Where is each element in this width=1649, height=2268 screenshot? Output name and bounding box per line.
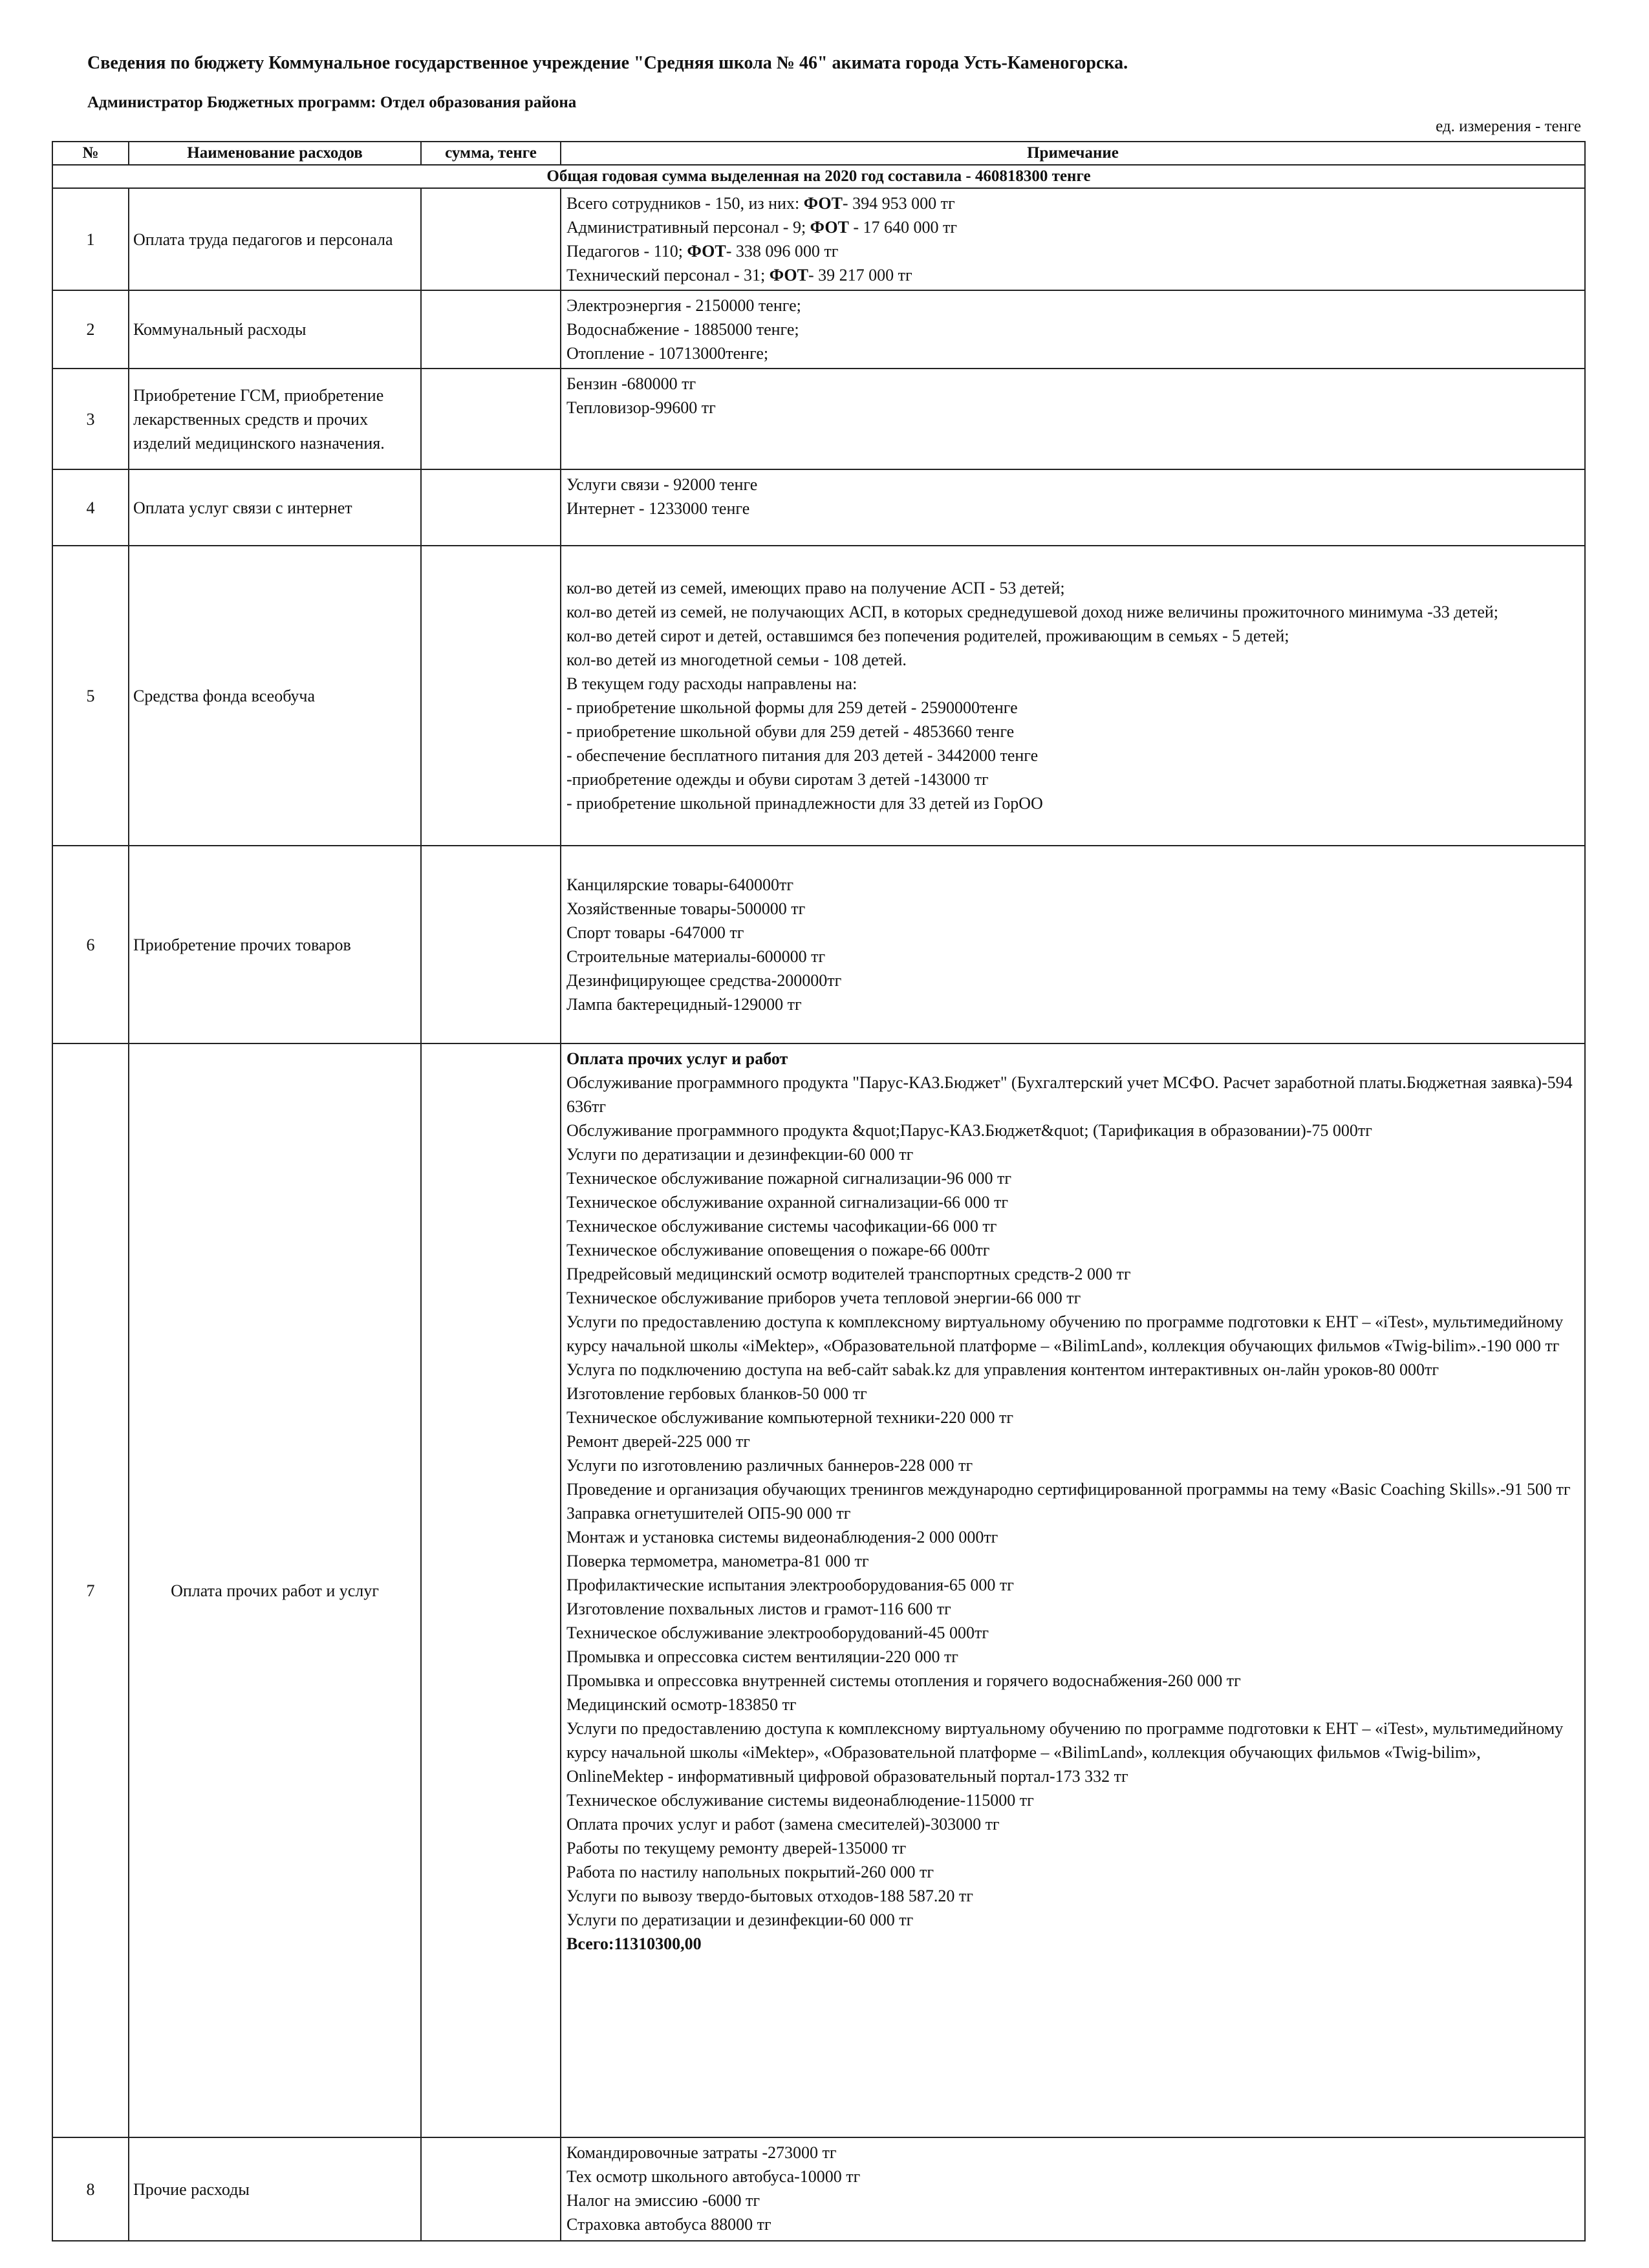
- note-line: Обслуживание программного продукта &quot;Парус-КАЗ.Бюджет&quot; (Тарификация в образовании)-75 000тг: [566, 1121, 1372, 1140]
- note-line: Услуги по дератизации и дезинфекции-60 000 тг: [566, 1145, 914, 1164]
- note-line: Профилактические испытания электрооборудования-65 000 тг: [566, 1576, 1014, 1594]
- note-line: кол-во детей из многодетной семьи - 108 детей.: [566, 650, 907, 669]
- note-line: Техническое обслуживание системы часофикации-66 000 тг: [566, 1217, 997, 1236]
- row-expense-name: Средства фонда всеобуча: [129, 546, 421, 846]
- note-line: Водоснабжение - 1885000 тенге;: [566, 320, 799, 339]
- note-line: Техническое обслуживание системы видеонаблюдение-115000 тг: [566, 1791, 1034, 1810]
- note-line: кол-во детей из семей, не получающих АСП, в которых среднедушевой доход ниже величины прожиточного минимума -33 детей;: [566, 603, 1499, 621]
- note-line: Услуги по предоставлению доступа к комплексному виртуальному обучению по программе подготовки к ЕНТ – «iTest», мультимедийному курсу начальной школы «iMektep», «Образовательной платформе – «BilimLand», коллекция обучающих фильмов «Twig-bilim», OnlineMektep - информативный цифровой образовательный портал-173 332 тг: [566, 1719, 1564, 1786]
- note-line: Технический персонал - 31; ФОТ- 39 217 000 тг: [566, 266, 912, 284]
- note-line: Услуги по дератизации и дезинфекции-60 000 тг: [566, 1910, 914, 1929]
- col-header-notes: Примечание: [561, 142, 1585, 165]
- row-notes: [561, 290, 1585, 369]
- annual-total-row: [52, 165, 1585, 188]
- row-notes: [561, 1043, 1585, 2137]
- note-line: Поверка термометра, манометра-81 000 тг: [566, 1552, 869, 1570]
- header-row: [52, 142, 1585, 165]
- note-line: Канцилярские товары-640000тг: [566, 875, 793, 894]
- table-row: [52, 469, 1585, 546]
- note-line: Страховка автобуса 88000 тг: [566, 2215, 771, 2234]
- note-line: Техническое обслуживание компьютерной техники-220 000 тг: [566, 1408, 1013, 1427]
- table-row: [52, 546, 1585, 846]
- row-notes: [561, 188, 1585, 290]
- note-line: Заправка огнетушителей ОП5-90 000 тг: [566, 1504, 851, 1523]
- row-expense-name: Оплата прочих работ и услуг: [129, 1043, 421, 2137]
- row-expense-name: Приобретение ГСМ, приобретение лекарственных средств и прочих изделий медицинского назначения.: [129, 369, 421, 469]
- note-line: Всего сотрудников - 150, из них: ФОТ- 394 953 000 тг: [566, 194, 955, 213]
- row-notes: [561, 846, 1585, 1043]
- row-number: 7: [52, 1043, 129, 2137]
- note-line: Хозяйственные товары-500000 тг: [566, 899, 806, 918]
- note-line: Работы по текущему ремонту дверей-135000 тг: [566, 1839, 907, 1857]
- note-line: - обеспечение бесплатного питания для 203 детей - 3442000 тенге: [566, 746, 1039, 765]
- note-line: Ремонт дверей-225 000 тг: [566, 1432, 750, 1451]
- row-number: 8: [52, 2137, 129, 2241]
- note-line: - приобретение школьной обуви для 259 детей - 4853660 тенге: [566, 722, 1015, 741]
- row-sum: [421, 188, 561, 290]
- budget-table: [52, 141, 1586, 2241]
- col-header-num: №: [52, 142, 129, 165]
- note-line: - приобретение школьной принадлежности для 33 детей из ГорОО: [566, 794, 1043, 813]
- note-line: В текущем году расходы направлены на:: [566, 674, 857, 693]
- row-sum: [421, 2137, 561, 2241]
- note-line: Предрейсовый медицинский осмотр водителей транспортных средств-2 000 тг: [566, 1265, 1131, 1283]
- table-row: [52, 2137, 1585, 2241]
- note-line: Техническое обслуживание охранной сигнализации-66 000 тг: [566, 1193, 1009, 1212]
- row-number: 4: [52, 469, 129, 546]
- row-sum: [421, 546, 561, 846]
- note-line: Административный персонал - 9; ФОТ - 17 640 000 тг: [566, 218, 958, 237]
- note-line: Бензин -680000 тг: [566, 374, 696, 393]
- note-line: Услуга по подключению доступа на веб-сайт sabak.kz для управления контентом интерактивных он-лайн уроков-80 000тг: [566, 1360, 1439, 1379]
- row-expense-name: Коммунальный расходы: [129, 290, 421, 369]
- row-notes: [561, 469, 1585, 546]
- note-line: Изготовление похвальных листов и грамот-116 600 тг: [566, 1599, 951, 1618]
- table-row: [52, 846, 1585, 1043]
- note-line: Промывка и опрессовка внутренней системы отопления и горячего водоснабжения-260 000 тг: [566, 1671, 1241, 1690]
- note-line: Налог на эмиссию -6000 тг: [566, 2191, 760, 2210]
- note-line: Отопление - 10713000тенге;: [566, 344, 769, 363]
- row-number: 6: [52, 846, 129, 1043]
- note-line: - приобретение школьной формы для 259 детей - 2590000тенге: [566, 698, 1018, 717]
- table-row: [52, 1043, 1585, 2137]
- note-line: Техническое обслуживание оповещения о пожаре-66 000тг: [566, 1241, 990, 1259]
- note-line: Услуги по вывозу твердо-бытовых отходов-188 587.20 тг: [566, 1887, 973, 1905]
- col-header-name: Наименование расходов: [129, 142, 421, 165]
- row-sum: [421, 469, 561, 546]
- note-line: Тех осмотр школьного автобуса-10000 тг: [566, 2167, 861, 2186]
- notes-heading: Оплата прочих услуг и работ: [566, 1049, 788, 1068]
- note-line: Электроэнергия - 2150000 тенге;: [566, 296, 801, 315]
- note-line: Тепловизор-99600 тг: [566, 398, 716, 417]
- note-line: кол-во детей сирот и детей, оставшимся без попечения родителей, проживающим в семьях - 5 детей;: [566, 626, 1289, 645]
- row-sum: [421, 846, 561, 1043]
- note-line: Спорт товары -647000 тг: [566, 923, 744, 942]
- note-line: Обслуживание программного продукта "Парус-КАЗ.Бюджет" (Бухгалтерский учет МСФО. Расчет заработной платы.Бюджетная заявка)-594 636тг: [566, 1073, 1573, 1116]
- row-number: 2: [52, 290, 129, 369]
- row-expense-name: Прочие расходы: [129, 2137, 421, 2241]
- note-line: Техническое обслуживание приборов учета тепловой энергии-66 000 тг: [566, 1289, 1081, 1307]
- row-sum: [421, 369, 561, 469]
- note-line: Командировочные затраты -273000 тг: [566, 2143, 837, 2162]
- note-line: Промывка и опрессовка систем вентиляции-220 000 тг: [566, 1647, 958, 1666]
- note-line: Услуги по предоставлению доступа к комплексному виртуальному обучению по программе подготовки к ЕНТ – «iTest», мультимедийному курсу начальной школы «iMektep», «Образовательной платформе – «BilimLand», коллекция обучающих фильмов «Twig-bilim».-190 000 тг: [566, 1312, 1564, 1355]
- row-expense-name: Приобретение прочих товаров: [129, 846, 421, 1043]
- document-title: Сведения по бюджету Коммунальное государственное учреждение "Средняя школа № 46" акимата города Усть-Каменогорска.: [87, 53, 1128, 73]
- notes-total: Всего:11310300,00: [566, 1934, 702, 1953]
- row-sum: [421, 1043, 561, 2137]
- col-header-sum: сумма, тенге: [421, 142, 561, 165]
- row-number: 5: [52, 546, 129, 846]
- note-line: Техническое обслуживание пожарной сигнализации-96 000 тг: [566, 1169, 1012, 1188]
- annual-total: Общая годовая сумма выделенная на 2020 год составила - 460818300 тенге: [52, 165, 1585, 188]
- note-line: Интернет - 1233000 тенге: [566, 499, 750, 518]
- note-line: Работа по настилу напольных покрытий-260 000 тг: [566, 1863, 934, 1881]
- row-expense-name: Оплата труда педагогов и персонала: [129, 188, 421, 290]
- row-expense-name: Оплата услуг связи с интернет: [129, 469, 421, 546]
- table-row: [52, 369, 1585, 469]
- document-subtitle: Администратор Бюджетных программ: Отдел образования района: [87, 94, 577, 111]
- row-sum: [421, 290, 561, 369]
- table-row: [52, 290, 1585, 369]
- note-line: Изготовление гербовых бланков-50 000 тг: [566, 1384, 867, 1403]
- row-notes: [561, 369, 1585, 469]
- note-line: Медицинский осмотр-183850 тг: [566, 1695, 797, 1714]
- note-line: -приобретение одежды и обуви сиротам 3 детей -143000 тг: [566, 770, 989, 789]
- note-line: Педагогов - 110; ФОТ- 338 096 000 тг: [566, 242, 839, 261]
- note-line: Техническое обслуживание электрооборудований-45 000тг: [566, 1623, 989, 1642]
- row-number: 1: [52, 188, 129, 290]
- note-line: Услуги связи - 92000 тенге: [566, 475, 758, 494]
- row-notes: [561, 546, 1585, 846]
- unit-label: ед. измерения - тенге: [1436, 118, 1581, 135]
- note-line: кол-во детей из семей, имеющих право на получение АСП - 53 детей;: [566, 579, 1065, 597]
- table-row: [52, 188, 1585, 290]
- note-line: Оплата прочих услуг и работ (замена смесителей)-303000 тг: [566, 1815, 1000, 1834]
- note-line: Монтаж и установка системы видеонаблюдения-2 000 000тг: [566, 1528, 998, 1546]
- note-line: Услуги по изготовлению различных баннеров-228 000 тг: [566, 1456, 973, 1475]
- note-line: Лампа бактерецидный-129000 тг: [566, 995, 802, 1014]
- note-line: Дезинфицирующее средства-200000тг: [566, 971, 842, 990]
- row-notes: [561, 2137, 1585, 2241]
- note-line: Проведение и организация обучающих тренингов международно сертифицированной программы на тему «Basic Coaching Skills».-91 500 тг: [566, 1480, 1571, 1499]
- row-number: 3: [52, 369, 129, 469]
- note-line: Строительные материалы-600000 тг: [566, 947, 826, 966]
